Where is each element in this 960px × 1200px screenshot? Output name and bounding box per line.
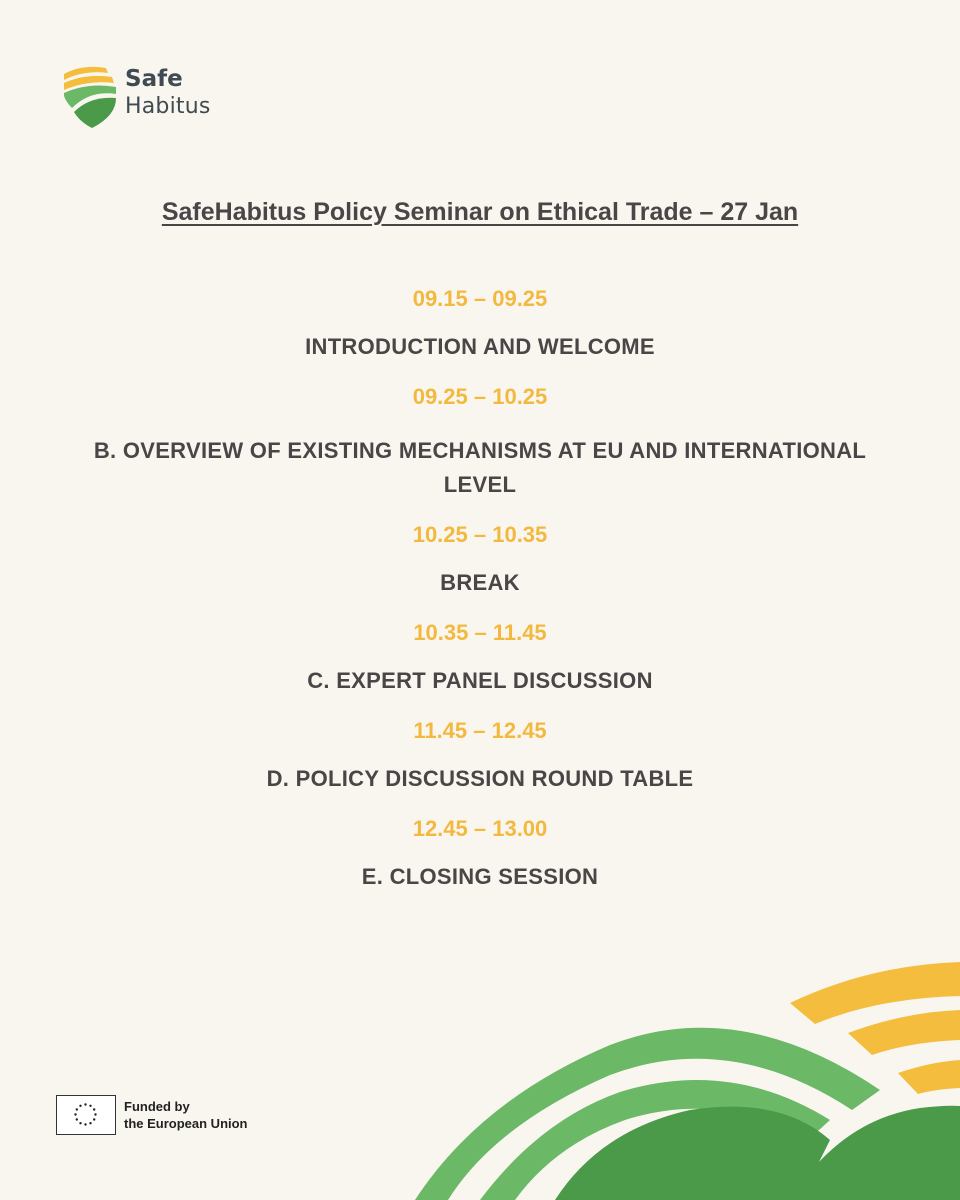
- agenda-session: E. CLOSING SESSION: [361, 864, 599, 889]
- funding-line2: the European Union: [124, 1116, 248, 1131]
- agenda-time: 09.25 – 10.25: [412, 384, 548, 409]
- logo-name-line1: Safe: [125, 66, 183, 92]
- logo-name-line2: Habitus: [125, 94, 211, 119]
- agenda-session: B. OVERVIEW OF EXISTING MECHANISMS AT EU AND INTERNATIONAL LEVEL: [93, 438, 867, 497]
- agenda-session: D. POLICY DISCUSSION ROUND TABLE: [266, 766, 694, 791]
- eu-flag-icon: [56, 1095, 116, 1135]
- agenda-time: 11.45 – 12.45: [413, 718, 547, 743]
- funding-line1: Funded by: [124, 1099, 190, 1114]
- agenda-session: BREAK: [440, 570, 520, 595]
- funding-statement: [124, 1098, 248, 1132]
- yellow-arc-3: [898, 1060, 960, 1094]
- agenda-session: INTRODUCTION AND WELCOME: [305, 334, 655, 359]
- page-title: SafeHabitus Policy Seminar on Ethical Trade – 27 Jan: [161, 198, 799, 226]
- agenda-session: C. EXPERT PANEL DISCUSSION: [307, 668, 653, 693]
- agenda-time: 10.25 – 10.35: [412, 522, 548, 547]
- agenda-time: 09.15 – 09.25: [412, 286, 548, 311]
- agenda-time: 12.45 – 13.00: [412, 816, 548, 841]
- yellow-arc-2: [848, 1010, 960, 1055]
- agenda-time: 10.35 – 11.45: [413, 620, 547, 645]
